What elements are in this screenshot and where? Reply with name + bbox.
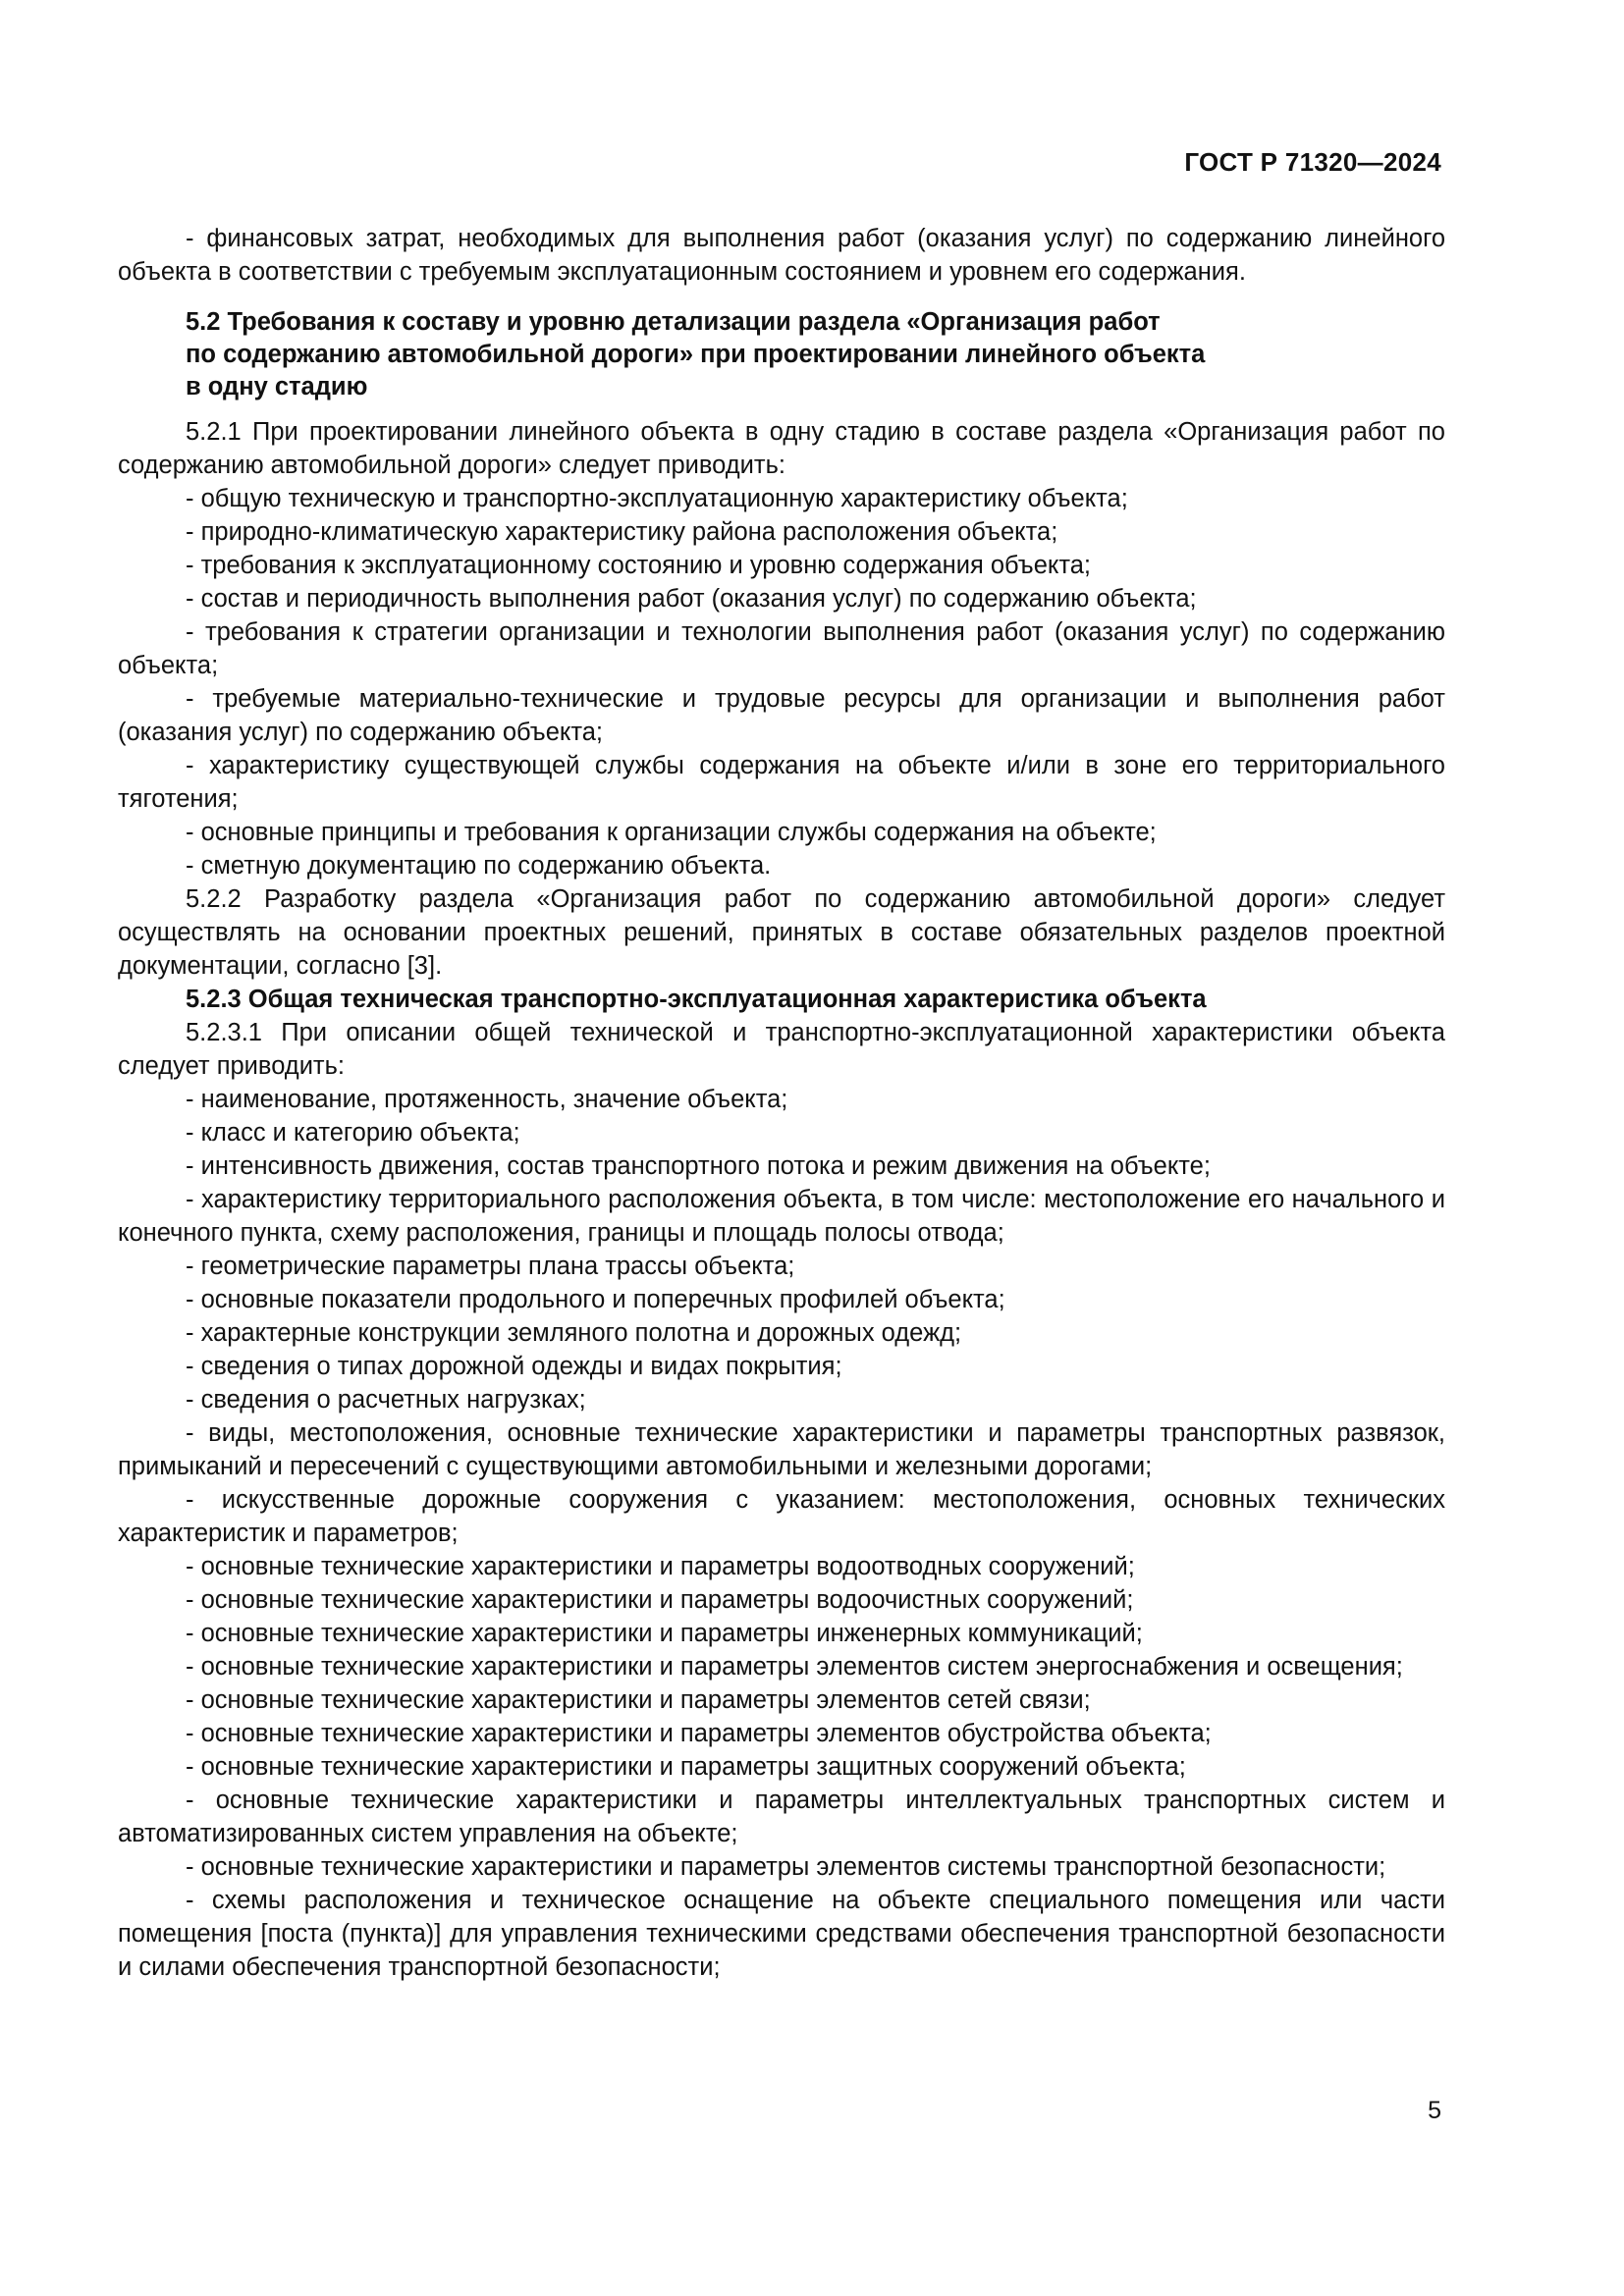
list-item: - природно-климатическую характеристику района расположения объекта; (186, 518, 1058, 546)
list-item: - характерные конструкции земляного полотна и дорожных одежд; (186, 1319, 962, 1347)
list-item: - основные технические характеристики и параметры элементов системы транспортной безопасности; (186, 1853, 1386, 1881)
list-item: - финансовых затрат, необходимых для выполнения работ (оказания услуг) по содержанию линейного объекта в соответствии с требуемым эксплуатационным состоянием и уровнем его содержания. (118, 225, 1445, 286)
list-item: - основные технические характеристики и параметры защитных сооружений объекта; (186, 1753, 1186, 1781)
list-item: - основные технические характеристики и параметры инженерных коммуникаций; (186, 1620, 1143, 1647)
list-item: - сметную документацию по содержанию объекта. (186, 852, 772, 880)
list-item: - геометрические параметры плана трассы объекта; (186, 1253, 795, 1280)
section-heading (186, 306, 1364, 403)
list-item: - сведения о расчетных нагрузках; (186, 1386, 586, 1414)
subsection-heading: 5.2.3 Общая техническая транспортно-эксплуатационная характеристика объекта (186, 986, 1207, 1013)
section-heading-line: 5.2 Требования к составу и уровню детализации раздела «Организация работ (186, 308, 1161, 336)
list-item: - основные технические характеристики и параметры элементов систем энергоснабжения и освещения; (186, 1653, 1403, 1681)
paragraph: 5.2.1 При проектировании линейного объекта в одну стадию в составе раздела «Организация работ по содержанию автомобильной дороги» следует приводить: (118, 418, 1445, 479)
page-number: 5 (1428, 2097, 1441, 2124)
document-number-header: ГОСТ Р 71320—2024 (1184, 147, 1441, 177)
list-item: - наименование, протяженность, значение объекта; (186, 1086, 788, 1113)
list-item: - требования к стратегии организации и технологии выполнения работ (оказания услуг) по содержанию объекта; (118, 618, 1445, 679)
list-item: - основные технические характеристики и параметры элементов обустройства объекта; (186, 1720, 1212, 1747)
list-item: - характеристику территориального расположения объекта, в том числе: местоположение его начального и конечного пункта, схему расположения, границы и площадь полосы отвода; (118, 1186, 1445, 1247)
list-item: - основные технические характеристики и параметры водоочистных сооружений; (186, 1586, 1134, 1614)
list-item: - основные технические характеристики и параметры интеллектуальных транспортных систем и автоматизированных систем управления на объекте; (118, 1787, 1445, 1847)
section-heading-line: в одну стадию (186, 373, 368, 400)
document-body (118, 222, 1445, 1984)
list-item: - основные принципы и требования к организации службы содержания на объекте; (186, 819, 1157, 846)
list-item: - требуемые материально-технические и трудовые ресурсы для организации и выполнения работ (оказания услуг) по содержанию объекта; (118, 685, 1445, 746)
paragraph: 5.2.2 Разработку раздела «Организация работ по содержанию автомобильной дороги» следует осуществлять на основании проектных решений, принятых в составе обязательных разделов проектной документации, согласно [3]. (118, 885, 1445, 980)
paragraph: 5.2.3.1 При описании общей технической и транспортно-эксплуатационной характеристики объекта следует приводить: (118, 1019, 1445, 1080)
section-heading-line: по содержанию автомобильной дороги» при проектировании линейного объекта (186, 341, 1206, 368)
list-item: - основные показатели продольного и поперечных профилей объекта; (186, 1286, 1005, 1313)
list-item: - схемы расположения и техническое оснащение на объекте специального помещения или части помещения [поста (пункта)] для управления техническими средствами обеспечения транспортной безопасности и силами обеспечения транспортной безопасности; (118, 1887, 1445, 1981)
list-item: - класс и категорию объекта; (186, 1119, 520, 1147)
list-item: - виды, местоположения, основные технические характеристики и параметры транспортных развязок, примыканий и пересечений с существующими автомобильными и железными дорогами; (118, 1419, 1445, 1480)
list-item: - общую техническую и транспортно-эксплуатационную характеристику объекта; (186, 485, 1128, 512)
list-item: - состав и периодичность выполнения работ (оказания услуг) по содержанию объекта; (186, 585, 1197, 613)
list-item: - основные технические характеристики и параметры водоотводных сооружений; (186, 1553, 1135, 1580)
list-item: - основные технические характеристики и параметры элементов сетей связи; (186, 1686, 1091, 1714)
list-item: - интенсивность движения, состав транспортного потока и режим движения на объекте; (186, 1152, 1211, 1180)
list-item: - искусственные дорожные сооружения с указанием: местоположения, основных технических характеристик и параметров; (118, 1486, 1445, 1547)
list-item: - характеристику существующей службы содержания на объекте и/или в зоне его территориального тяготения; (118, 752, 1445, 813)
list-item: - требования к эксплуатационному состоянию и уровню содержания объекта; (186, 552, 1092, 579)
list-item: - сведения о типах дорожной одежды и видах покрытия; (186, 1353, 842, 1380)
